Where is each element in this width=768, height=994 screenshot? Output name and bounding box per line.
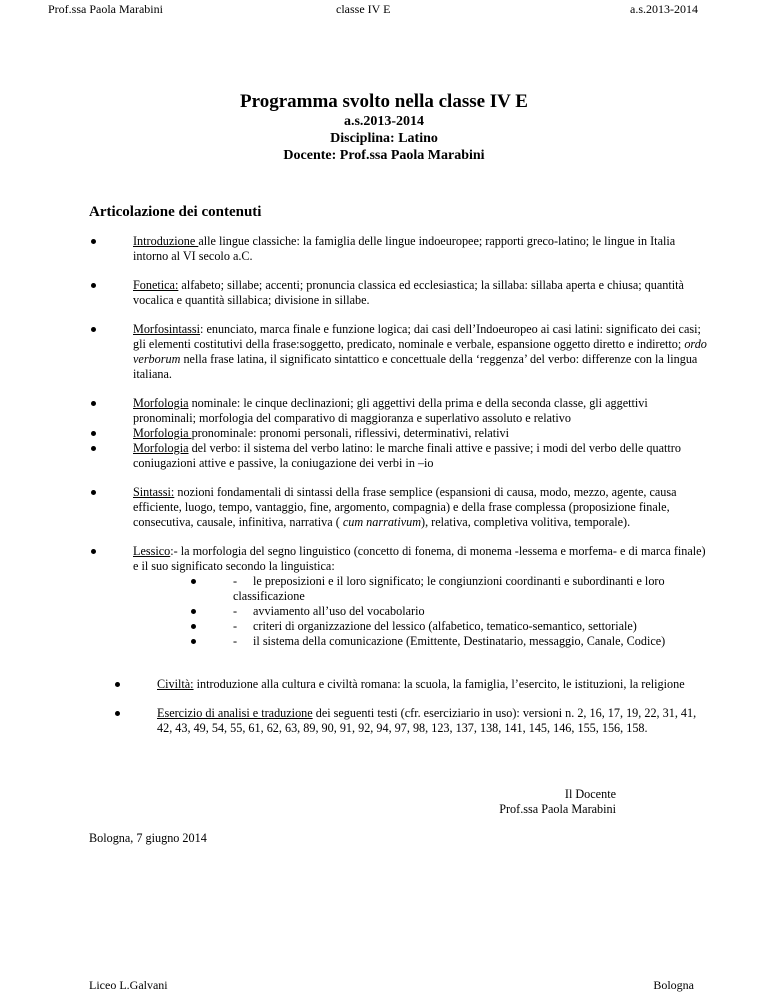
item-text: ), relativa, completiva volitiva, temporale).	[421, 515, 631, 529]
item-text: introduzione alla cultura e civiltà romana: la scuola, la famiglia, l’esercito, le istituzioni, la religione	[193, 677, 685, 691]
document-title: Programma svolto nella classe IV E	[240, 91, 528, 112]
sub-item	[189, 574, 709, 604]
section-heading: Articolazione dei contenuti	[89, 204, 262, 220]
list-item-esercizio	[113, 706, 709, 736]
item-text: alfabeto; sillabe; accenti; pronuncia classica ed ecclesiastica; la sillaba: sillaba aperta e chiusa; quantità vocalica e quantità sillabica; divisione in sillabe.	[133, 278, 684, 307]
item-label: Introduzione	[133, 234, 199, 248]
item-text: : enunciato, marca finale e funzione logica; dai casi dell’Indoeuropeo ai casi latini: significato dei casi; gli elementi costitutivi della frase:soggetto, predicato, nominale e verbale, espansione oggetto diretto e indiretto;	[133, 322, 701, 351]
sub-item	[189, 634, 709, 649]
list-item-morfosintassi	[89, 322, 709, 382]
list-item-morfologia-nominale	[89, 396, 709, 426]
header-year: a.s.2013-2014	[630, 2, 698, 16]
school-year: a.s.2013-2014	[343, 114, 425, 129]
subject: Disciplina: Latino	[330, 131, 438, 146]
item-label: Lessico	[133, 544, 171, 558]
indented-list	[113, 677, 709, 736]
item-text: nozioni fondamentali di sintassi della frase semplice (espansioni di causa, modo, mezzo, agente, causa efficiente, luogo, tempo, vantaggio, fine, argomento, compagnia) e della frase complessa (proposizione finale, consecutiva, causale, infinitiva, narrativa (	[133, 485, 677, 529]
sub-item-text: avviamento all’uso del vocabolario	[253, 604, 425, 618]
item-text: nella frase latina, il significato sintattico e concettuale della ‘reggenza’ del verbo: differenze con la lingua italiana.	[133, 352, 698, 381]
item-italic: cum narrativum	[342, 515, 422, 529]
item-italic: ordo verborum	[133, 337, 707, 366]
content-list	[89, 234, 709, 736]
header-class: classe IV E	[336, 2, 391, 16]
document-date: Bologna, 7 giugno 2014	[89, 831, 207, 845]
dash-marker: -	[233, 619, 238, 633]
dash-marker: -	[233, 634, 238, 648]
footer-school: Liceo L.Galvani	[89, 978, 168, 992]
item-text: nominale: le cinque declinazioni; gli aggettivi della prima e della seconda classe, gli aggettivi pronominali; morfologia del comparativo di maggioranza e superlativo assoluto e relativo	[133, 396, 648, 425]
item-label: Fonetica:	[133, 278, 179, 292]
teacher: Docente: Prof.ssa Paola Marabini	[283, 148, 485, 163]
sub-item-text: le preposizioni e il loro significato; le congiunzioni coordinanti e subordinanti e loro classificazione	[233, 574, 665, 603]
list-item-sintassi	[89, 485, 709, 530]
item-label: Morfologia	[133, 396, 189, 410]
sub-item	[189, 604, 709, 619]
item-label: Civiltà:	[157, 677, 194, 691]
item-text: alle lingue classiche: la famiglia delle lingue indoeuropee; rapporti greco-latino; le lingue in Italia intorno al VI secolo a.C.	[133, 234, 676, 263]
sub-item	[189, 619, 709, 634]
item-label: Morfosintassi	[133, 322, 201, 336]
list-item-lessico	[89, 544, 709, 649]
item-label: Sintassi:	[133, 485, 175, 499]
header-teacher: Prof.ssa Paola Marabini	[48, 2, 163, 16]
item-label: Morfologia	[133, 426, 192, 440]
item-text: pronominale: pronomi personali, riflessivi, determinativi, relativi	[191, 426, 510, 440]
list-item-morfologia-verbo	[89, 441, 709, 471]
sub-item-text: criteri di organizzazione del lessico (alfabetico, tematico-semantico, settoriale)	[253, 619, 637, 633]
dash-marker: -	[233, 574, 238, 588]
lessico-sublist	[189, 574, 709, 649]
list-item-morfologia-pronominale	[89, 426, 709, 441]
item-label: Esercizio di analisi e traduzione	[157, 706, 313, 720]
list-item-introduzione	[89, 234, 709, 264]
signature-name: Prof.ssa Paola Marabini	[499, 802, 616, 816]
item-label: Morfologia	[133, 441, 189, 455]
list-item-civilta	[113, 677, 709, 692]
item-text: dei seguenti testi (cfr. eserciziario in uso): versioni n. 2, 16, 17, 19, 22, 31, 41, 42, 43, 49, 54, 55, 61, 62, 63, 89, 90, 91, 92, 94, 97, 98, 123, 137, 138, 141, 145, 146, 155, 156, 158.	[157, 706, 697, 735]
item-text: :- la morfologia del segno linguistico (concetto di fonema, di monema -lessema e morfema- e di marca finale) e il suo significato secondo la linguistica:	[133, 544, 706, 573]
signature-role: Il Docente	[564, 787, 616, 801]
footer-city: Bologna	[653, 978, 694, 992]
sub-item-text: il sistema della comunicazione (Emittente, Destinatario, messaggio, Canale, Codice)	[253, 634, 666, 648]
item-text: del verbo: il sistema del verbo latino: le marche finali attive e passive; i modi del verbo delle quattro coniugazioni attive e passive, la coniugazione dei verbi in –io	[133, 441, 681, 470]
signature-block	[486, 787, 616, 817]
title-block	[0, 91, 768, 164]
dash-marker: -	[233, 604, 238, 618]
list-item-fonetica	[89, 278, 709, 308]
